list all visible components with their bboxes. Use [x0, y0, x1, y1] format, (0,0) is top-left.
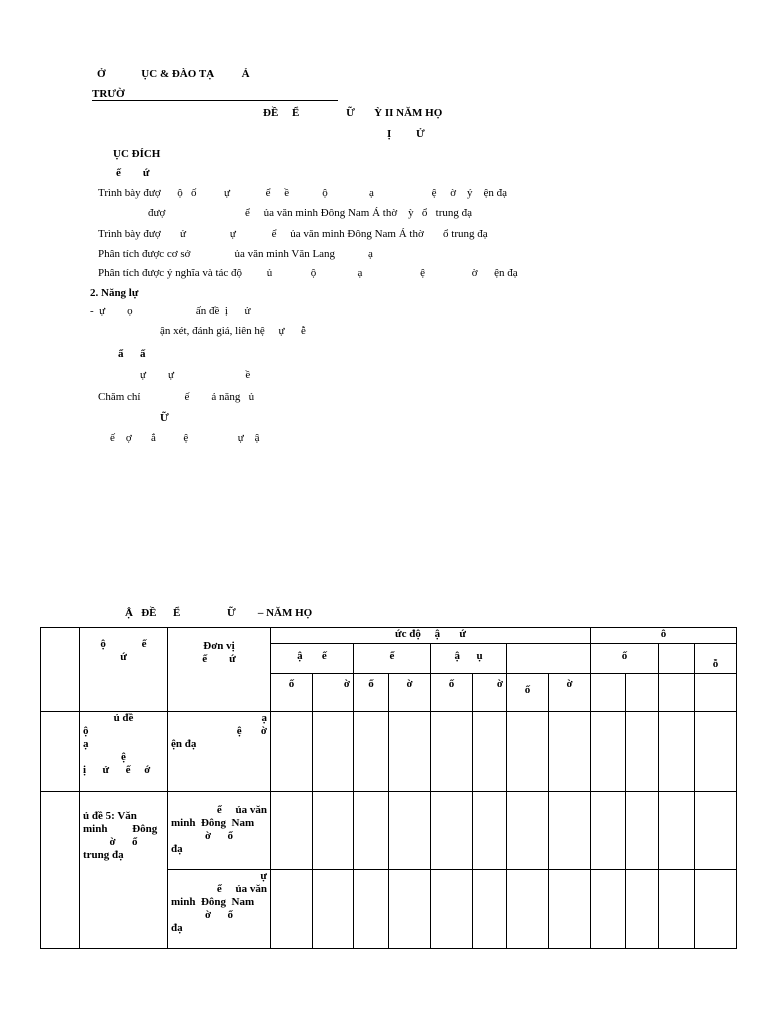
data-cell	[354, 712, 389, 792]
data-cell	[473, 792, 507, 870]
level-high-application	[507, 644, 591, 674]
total-time	[659, 644, 695, 674]
data-cell	[695, 712, 737, 792]
data-cell	[431, 870, 473, 949]
data-cell	[659, 712, 695, 792]
data-cell	[507, 792, 549, 870]
data-cell	[313, 792, 354, 870]
data-cell	[473, 870, 507, 949]
level-application: ậ ụ	[431, 644, 507, 674]
data-cell	[507, 870, 549, 949]
data-cell	[591, 792, 626, 870]
competence-line: ận xét, đánh giá, liên hệ ự ễ	[160, 325, 306, 337]
level-recognition: ậ ế	[271, 644, 354, 674]
exam-subject: Ị Ử	[387, 128, 425, 140]
exam-title: ĐỀ Ể Ữ Ỳ II NĂM HỌ	[263, 107, 443, 119]
sub-time: ờ	[389, 674, 431, 712]
competence-line: ự ự ề	[140, 369, 251, 381]
section-competence-title: 2. Năng lự	[90, 287, 139, 299]
col-stt-header	[41, 628, 80, 712]
total-cell	[591, 674, 626, 712]
cognitive-level-header: ức độ ậ ứ	[271, 628, 591, 644]
total-questions: ố	[591, 644, 659, 674]
data-cell	[626, 792, 659, 870]
data-cell	[549, 792, 591, 870]
sub-time: ờ	[313, 674, 354, 712]
data-cell	[271, 712, 313, 792]
topic-cell: ủ đề 5: Văn minh Đông ờ ổ trung đạ	[80, 792, 168, 949]
total-cell	[659, 674, 695, 712]
competence-line: Ữ	[160, 412, 169, 424]
data-cell	[626, 712, 659, 792]
data-cell	[389, 792, 431, 870]
data-cell	[659, 792, 695, 870]
objective-item: Phân tích được ý nghĩa và tác độ ủ ộ ạ ệ ờ ện đạ	[98, 267, 518, 279]
objective-item: Phân tích được cơ sở ủa văn minh Văn Lang ạ	[98, 248, 373, 260]
data-cell	[354, 792, 389, 870]
topic-cell: ủ đề ộ ạ ệ ị ử ế ớ	[80, 712, 168, 792]
data-cell	[389, 712, 431, 792]
total-header: ô	[591, 628, 737, 644]
unit-cell: ể ủa văn minh Đông Nam ờ ổ đạ	[168, 792, 271, 870]
sub-count: ố	[271, 674, 313, 712]
total-cell	[695, 674, 737, 712]
table-row	[41, 792, 737, 870]
header-school: TRƯỜ	[92, 88, 125, 100]
objective-item: Trình bày đượ ộ ố ự ể ề ộ ạ ệ ờ ý ện đạ	[98, 187, 508, 199]
data-cell	[389, 870, 431, 949]
data-cell	[271, 792, 313, 870]
data-cell	[591, 712, 626, 792]
unit-cell: ự ể ủa văn minh Đông Nam ờ ổ đạ	[168, 870, 271, 949]
total-score: ỗ	[695, 644, 737, 674]
data-cell	[354, 870, 389, 949]
header-underline	[92, 100, 338, 101]
table-row	[41, 712, 737, 792]
data-cell	[431, 792, 473, 870]
exam-matrix-table	[40, 627, 737, 949]
data-cell	[271, 870, 313, 949]
section-knowledge-subtitle: ế ứ	[116, 167, 150, 179]
sub-time: ờ	[473, 674, 507, 712]
section-objectives-title: ỤC ĐÍCH	[113, 148, 161, 160]
data-cell	[313, 870, 354, 949]
competence-line: Chăm chỉ ế ả năng ủ	[98, 391, 255, 403]
sub-time: ờ	[549, 674, 591, 712]
row-stt	[41, 712, 80, 792]
data-cell	[431, 712, 473, 792]
competence-line: ế ợ ắ ệ ự ậ	[110, 432, 260, 444]
level-understanding: ể	[354, 644, 431, 674]
data-cell	[313, 712, 354, 792]
header-department: Ở ỤC & ĐÀO TẠ Ả	[97, 68, 250, 80]
total-cell	[626, 674, 659, 712]
objective-item: Trình bày đượ ử ự ể ủa văn minh Đông Nam Á thờ ổ trung đạ	[98, 228, 488, 240]
row-stt	[41, 792, 80, 949]
data-cell	[507, 712, 549, 792]
unit-cell: ạ ệ ờ ện đạ	[168, 712, 271, 792]
data-cell	[591, 870, 626, 949]
competence-line: ẩ ấ	[118, 348, 146, 360]
data-cell	[695, 792, 737, 870]
data-cell	[626, 870, 659, 949]
competence-line: - ự ọ ấn đề ị ử	[90, 305, 251, 317]
col-unit-header: Đơn vị ế ứ	[168, 628, 271, 712]
sub-count: ố	[431, 674, 473, 712]
sub-count: ố	[507, 674, 549, 712]
data-cell	[695, 870, 737, 949]
data-cell	[659, 870, 695, 949]
sub-count: ố	[354, 674, 389, 712]
data-cell	[549, 870, 591, 949]
col-content-header: ộ ế ứ	[80, 628, 168, 712]
objective-item: đượ ể ủa văn minh Đông Nam Á thờ ỳ ổ trung đạ	[148, 207, 473, 219]
data-cell	[549, 712, 591, 792]
data-cell	[473, 712, 507, 792]
matrix-title: Ậ ĐỀ Ể Ữ – NĂM HỌ	[125, 607, 313, 619]
